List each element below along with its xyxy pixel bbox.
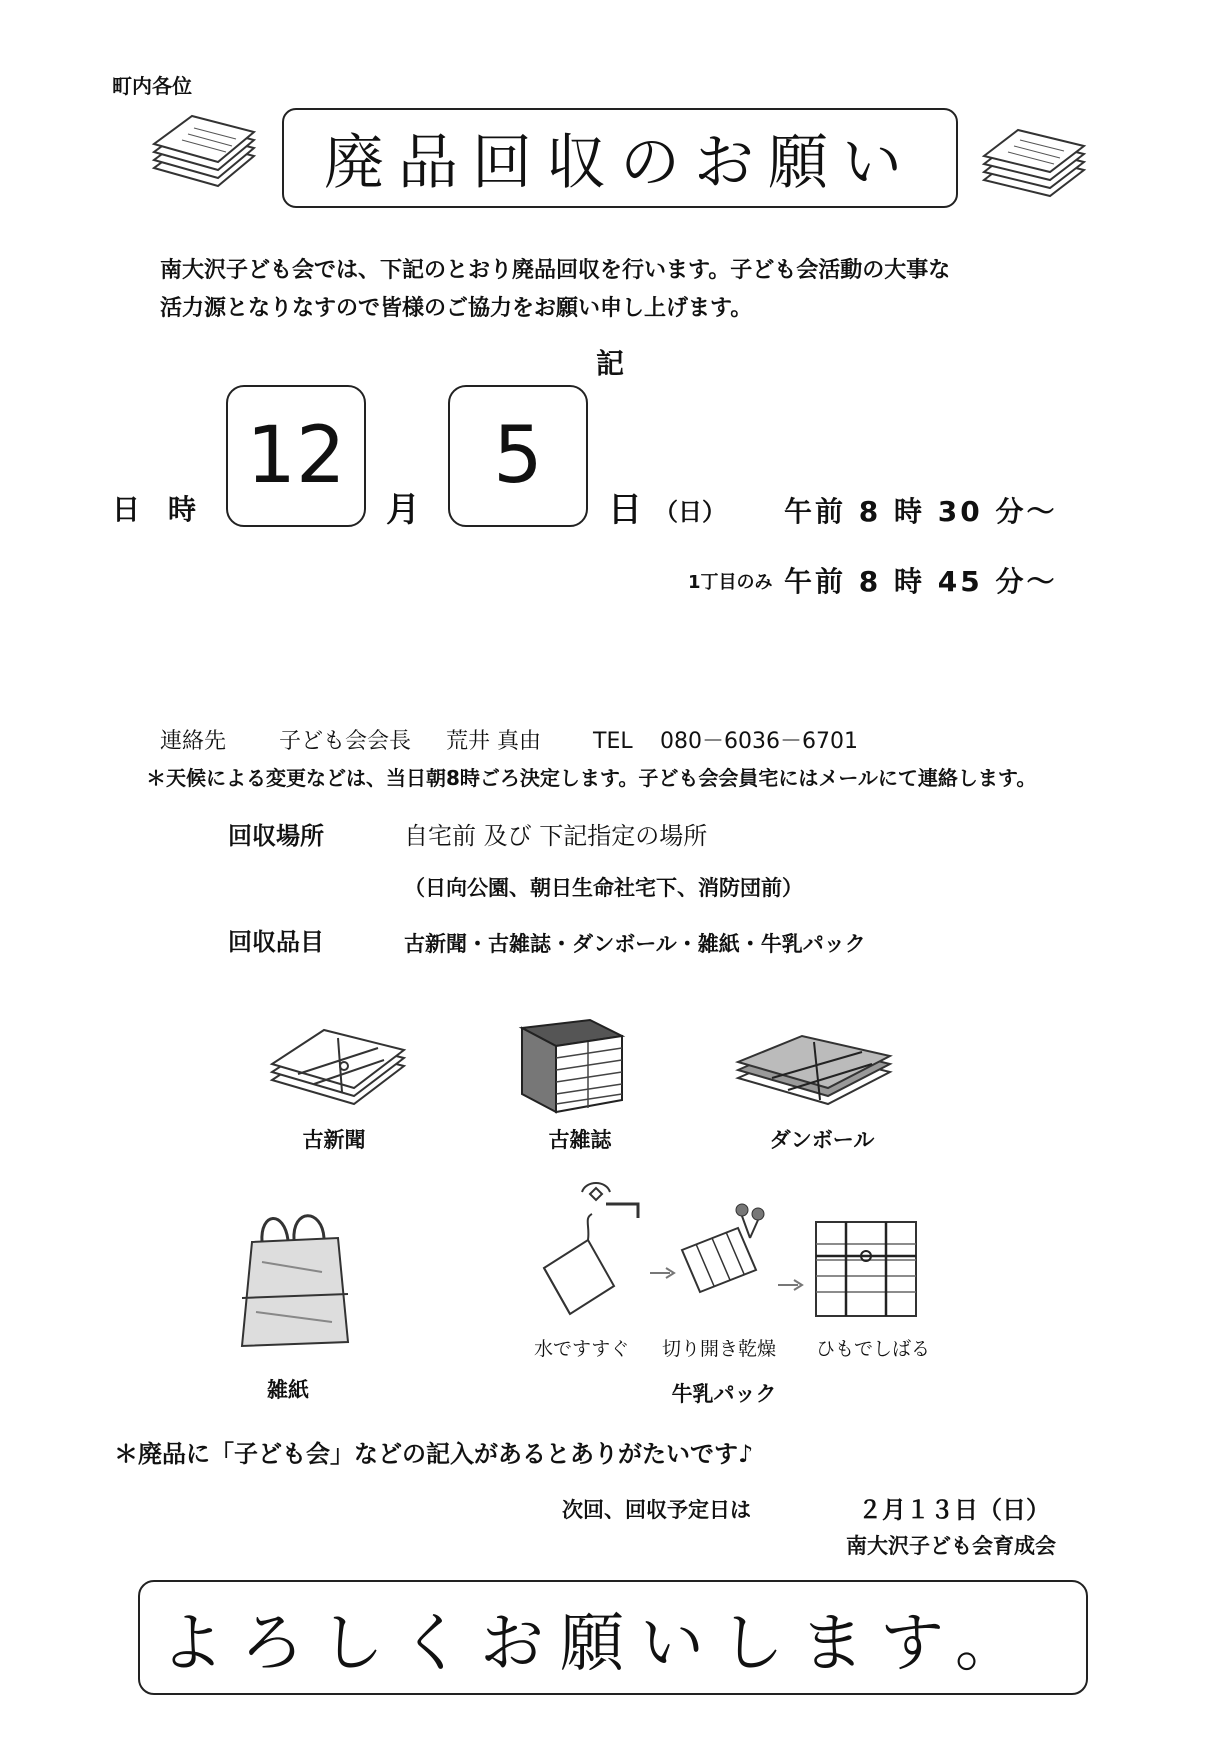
cut-open-carton-icon: [672, 1198, 782, 1308]
paper-stack-icon: [978, 118, 1090, 208]
step-label: 切り開き乾燥: [662, 1338, 777, 1360]
intro-line: 南大沢子ども会では、下記のとおり廃品回収を行います。子ども会活動の大事な: [160, 258, 951, 283]
location-value: 自宅前 及び 下記指定の場所: [404, 822, 708, 850]
page-title: 廃品回収のお願い: [324, 128, 916, 198]
weather-note: ＊天候による変更などは、当日朝8時ごろ決定します。子ども会会員宅にはメールにて連絡します。: [146, 766, 1037, 790]
intro-line: 活力源となりなすので皆様のご協力をお願い申し上げます。: [160, 296, 753, 321]
cardboard-label: ダンボール: [769, 1128, 875, 1152]
items-value: 古新聞・古雑誌・ダンボール・雑紙・牛乳パック: [404, 932, 866, 956]
tied-bundle-icon: [810, 1216, 930, 1322]
title-box: [282, 108, 958, 208]
contact-label: 連絡先: [160, 729, 227, 754]
next-date: ２月１３日（日）: [858, 1496, 1050, 1524]
organizer: 南大沢子ども会育成会: [846, 1534, 1056, 1558]
step-label: 水ですすぐ: [534, 1338, 630, 1360]
tel-label: TEL: [593, 729, 633, 754]
contact-role: 子ども会会長: [279, 729, 412, 754]
day-value: 5: [493, 411, 543, 501]
paper-stack-icon: [148, 108, 260, 198]
addressee: 町内各位: [112, 74, 192, 98]
location-detail: （日向公園、朝日生命社宅下、消防団前）: [404, 876, 803, 900]
intro-text: [160, 252, 950, 328]
newspaper-bundle-icon: [264, 1022, 412, 1114]
day-box: [448, 385, 588, 527]
newspaper-label: 古新聞: [302, 1128, 366, 1152]
rinse-carton-icon: [530, 1174, 660, 1324]
contact-name: 荒井 真由: [446, 729, 541, 754]
milk-carton-label: 牛乳パック: [671, 1382, 777, 1406]
month-value: 12: [246, 411, 346, 501]
cardboard-bundle-icon: [732, 1034, 896, 1120]
day-unit: 日: [608, 490, 642, 530]
schedule-label: 日 時: [112, 493, 197, 526]
location-label: 回収場所: [228, 822, 324, 850]
ki-heading: 記: [596, 347, 625, 380]
paper-bag-icon: [232, 1202, 358, 1352]
contact-line: [160, 724, 858, 755]
time-alt: 午前 8 時 45 分～: [784, 565, 1058, 598]
closing-box: [138, 1580, 1088, 1695]
step-label: ひもでしばる: [816, 1338, 931, 1360]
time-main: 午前 8 時 30 分～: [784, 495, 1058, 528]
closing-text: よろしくお願いします。: [160, 1606, 1035, 1681]
magazine-label: 古雑誌: [548, 1128, 612, 1152]
weekday: （日）: [654, 498, 726, 526]
next-label: 次回、回収予定日は: [562, 1498, 751, 1522]
month-unit: 月: [386, 490, 420, 530]
tel-number: 080－6036－6701: [660, 729, 858, 754]
request-note: ＊廃品に「子ども会」などの記入があるとありがたいです♪: [114, 1440, 754, 1468]
month-box: [226, 385, 366, 527]
misc-paper-label: 雑紙: [267, 1378, 309, 1402]
arrow-right-icon: [776, 1278, 806, 1292]
items-label: 回収品目: [228, 928, 324, 956]
alt-prefix: 1丁目のみ: [688, 572, 773, 593]
magazine-bundle-icon: [516, 1016, 628, 1116]
